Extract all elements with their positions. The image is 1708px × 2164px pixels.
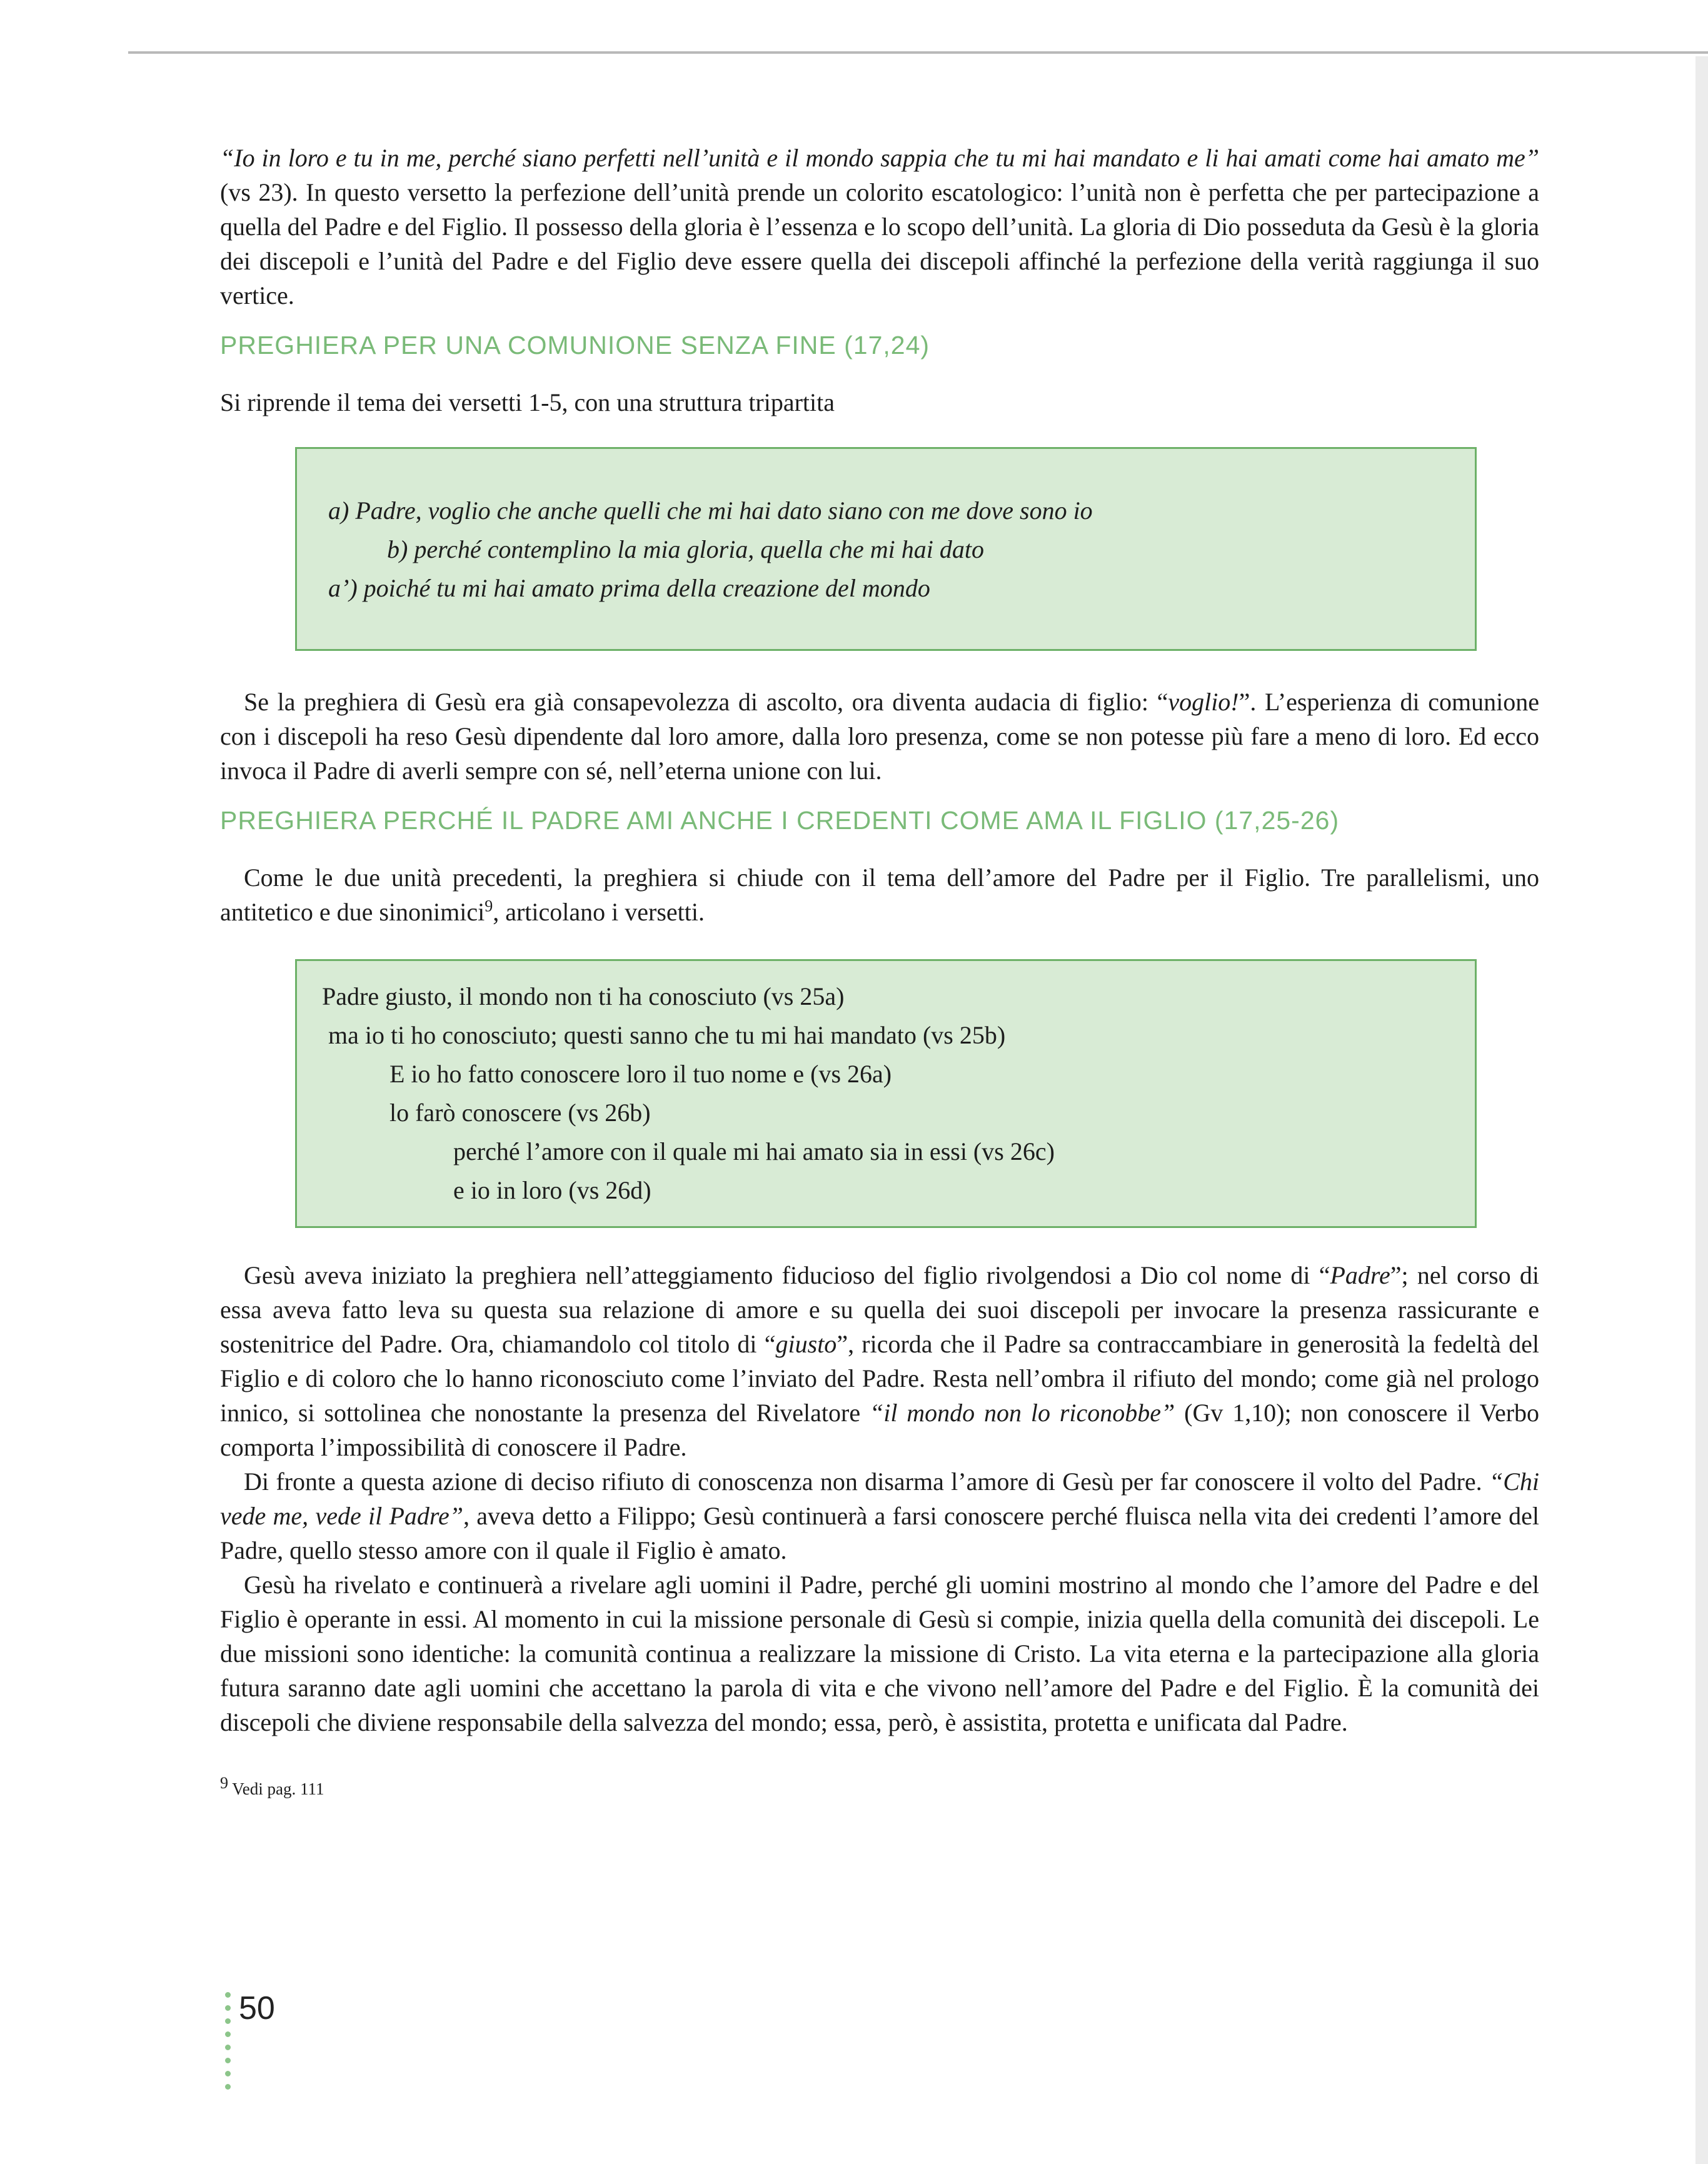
box2-line-4: lo farò conoscere (vs 26b) bbox=[389, 1099, 651, 1127]
box1-line-a-prime: a’) poiché tu mi hai amato prima della creazione del mondo bbox=[328, 574, 930, 602]
structure-box-2 bbox=[295, 959, 1477, 1228]
box1-line-b: b) perché contemplino la mia gloria, quella che mi hai dato bbox=[387, 535, 985, 563]
c2-b: , aveva detto a Filippo; Gesù continuerà a farsi conoscere perché fluisca nella vita dei credenti l’amore del Padre, quello stesso amore con il quale il Figlio è amato. bbox=[220, 1502, 1539, 1564]
section1-paragraph bbox=[220, 685, 1539, 788]
c1-b: ”; nel corso di essa aveva fatto leva su questa sua relazione di amore e su quella dei suoi discepoli per invocare la presenza rassicurante e sostenitrice del Padre. Ora, chiamandolo col titolo di “ bbox=[220, 1261, 1539, 1358]
intro-text: (vs 23). In questo versetto la perfezione dell’unità prende un colorito escatologico: l’unità non è perfetta che per partecipazione a quella del Padre e del Figlio. Il possesso della gloria è l’essenza e lo scopo dell’unità. La gloria di Dio posseduta da Gesù è la gloria dei discepoli e l’unità del Padre e del Figlio deve essere quella dei discepoli affinché la perfezione della verità raggiunga il suo vertice. bbox=[220, 178, 1539, 310]
intro-quote: “Io in loro e tu in me, perché siano perfetti nell’unità e il mondo sappia che tu mi hai mandato e li hai amati come hai amato me” bbox=[220, 144, 1539, 172]
footnote-ref: 9 bbox=[485, 897, 493, 915]
paper-edge bbox=[1695, 56, 1708, 2164]
s1-para-italic: voglio! bbox=[1168, 688, 1239, 716]
page-number: 50 bbox=[239, 1990, 275, 2026]
section1-lead: Si riprende il tema dei versetti 1-5, con una struttura tripartita bbox=[220, 388, 835, 416]
closing-paragraph-2 bbox=[220, 1464, 1539, 1568]
c1-d: (Gv 1,10); non conoscere il Verbo comporta l’impossibilità di conoscere il Padre. bbox=[220, 1399, 1540, 1461]
structure-box-1 bbox=[295, 447, 1477, 651]
c1-a: Gesù aveva iniziato la preghiera nell’atteggiamento fiducioso del figlio rivolgendosi a Dio col nome di “ bbox=[244, 1261, 1330, 1289]
s2-lead-before: Come le due unità precedenti, la preghiera si chiude con il tema dell’amore del Padre per il Figlio. Tre parallelismi, uno antitetico e due sinonimici bbox=[220, 863, 1539, 926]
s2-lead-after: , articolano i versetti. bbox=[493, 898, 705, 926]
closing-paragraph-3: Gesù ha rivelato e continuerà a rivelare agli uomini il Padre, perché gli uomini mostrino al mondo che l’amore del Padre e del Figlio è operante in essi. Al momento in cui la missione personale di Gesù si compie, inizia quella della comunità dei discepoli. Le due missioni sono identiche: la comunità continua a realizzare la missione di Cristo. La vita eterna e la partecipazione alla gloria futura saranno date agli uomini che accettano la parola di vita e che vivono nell’amore del Padre e del Figlio. È la comunità dei discepoli che diviene responsabile della salvezza del mondo; essa, però, è assistita, protetta e unificata dal Padre. bbox=[220, 1571, 1539, 1736]
c2-a: Di fronte a questa azione di deciso rifiuto di conoscenza non disarma l’amore di Gesù per far conoscere il volto del Padre. bbox=[244, 1467, 1489, 1496]
c1-c: ”, ricorda che il Padre sa contraccambiare in generosità la fedeltà del Figlio e di coloro che lo hanno riconosciuto come l’inviato del Padre. Resta nell’ombra il rifiuto del mondo; come già nel prologo innico, si sottolinea che nonostante la presenza del Rivelatore bbox=[220, 1330, 1540, 1427]
box2-line-3: E io ho fatto conoscere loro il tuo nome e (vs 26a) bbox=[389, 1060, 892, 1088]
footnote-text: Vedi pag. 111 bbox=[228, 1779, 324, 1798]
c1-i3: “il mondo non lo riconobbe” bbox=[869, 1399, 1175, 1427]
page-body bbox=[220, 141, 1539, 1799]
box2-line-1: Padre giusto, il mondo non ti ha conosciuto (vs 25a) bbox=[322, 982, 845, 1010]
closing-paragraph-1 bbox=[220, 1258, 1539, 1464]
page-dots-decoration bbox=[225, 1992, 231, 2097]
footnote bbox=[220, 1774, 1539, 1799]
c2-i: “Chi vede me, vede il Padre” bbox=[220, 1467, 1539, 1530]
section2-lead bbox=[220, 860, 1539, 929]
section2-heading: PREGHIERA PERCHÉ IL PADRE AMI ANCHE I CREDENTI COME AMA IL FIGLIO (17,25-26) bbox=[220, 806, 1340, 835]
box2-line-5: perché l’amore con il quale mi hai amato sia in essi (vs 26c) bbox=[453, 1137, 1055, 1165]
box1-line-a: a) Padre, voglio che anche quelli che mi hai dato siano con me dove sono io bbox=[328, 496, 1093, 525]
box2-line-6: e io in loro (vs 26d) bbox=[453, 1176, 651, 1204]
s1-para-before: Se la preghiera di Gesù era già consapevolezza di ascolto, ora diventa audacia di figlio: “ bbox=[244, 688, 1168, 716]
c1-i1: Padre bbox=[1330, 1261, 1390, 1289]
intro-paragraph bbox=[220, 141, 1539, 313]
c1-i2: giusto bbox=[775, 1330, 837, 1358]
footnote-number: 9 bbox=[220, 1774, 228, 1792]
s1-para-after: ”. L’esperienza di comunione con i discepoli ha reso Gesù dipendente dal loro amore, dalla loro presenza, come se non potesse più fare a meno di loro. Ed ecco invoca il Padre di averli sempre con sé, nell’eterna unione con lui. bbox=[220, 688, 1539, 785]
scan-edge bbox=[128, 51, 1708, 54]
section1-heading: PREGHIERA PER UNA COMUNIONE SENZA FINE (17,24) bbox=[220, 331, 930, 360]
box2-line-2: ma io ti ho conosciuto; questi sanno che tu mi hai mandato (vs 25b) bbox=[328, 1021, 1006, 1049]
